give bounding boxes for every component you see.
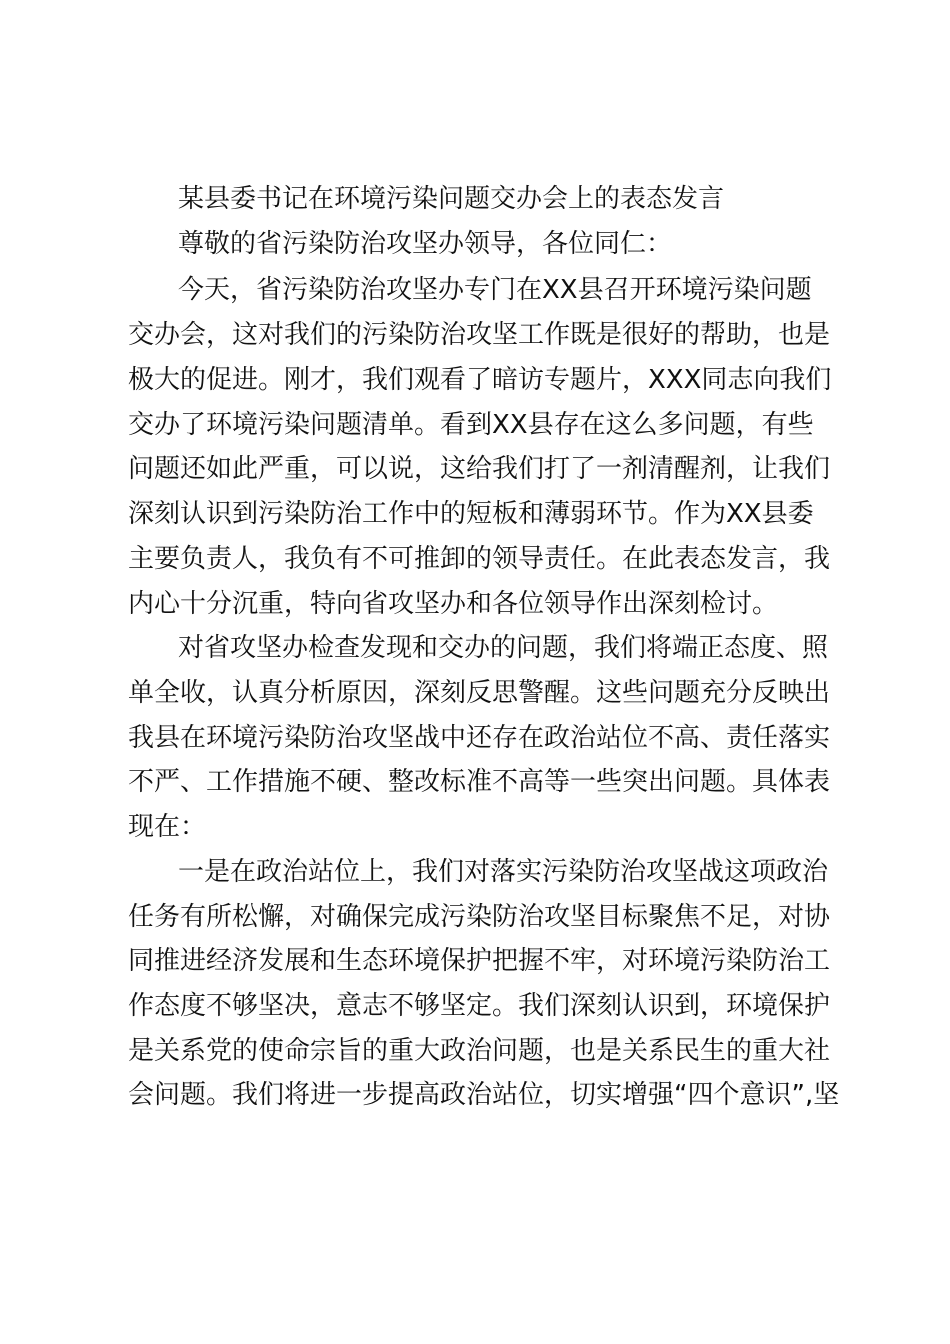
paragraph-1-line-2: 交办会，这对我们的污染防治攻坚工作既是很好的帮助，也是: [128, 320, 831, 350]
paragraph-3-line-2: 任务有所松懈，对确保完成污染防治攻坚目标聚焦不足，对协: [128, 902, 831, 932]
paragraph-1-line-8: 内心十分沉重，特向省攻坚办和各位领导作出深刻检讨。: [128, 589, 779, 619]
paragraph-1-line-4: 交办了环境污染问题清单。看到XX县存在这么多问题，有些: [128, 410, 814, 440]
paragraph-1-line-7: 主要负责人，我负有不可推卸的领导责任。在此表态发言，我: [128, 544, 831, 574]
document-title: 某县委书记在环境污染问题交办会上的表态发言: [178, 184, 725, 214]
paragraph-2-line-5: 现在：: [128, 812, 207, 842]
paragraph-1-line-1: 今天，省污染防治攻坚办专门在XX县召开环境污染问题: [178, 275, 812, 305]
paragraph-3-line-6: 会问题。我们将进一步提高政治站位，切实增强“四个意识”,坚: [128, 1080, 840, 1110]
paragraph-3-line-1: 一是在政治站位上，我们对落实污染防治攻坚战这项政治: [178, 857, 829, 887]
paragraph-2-line-3: 我县在环境污染防治攻坚战中还存在政治站位不高、责任落实: [128, 723, 831, 753]
salutation: 尊敬的省污染防治攻坚办领导，各位同仁：: [178, 229, 673, 259]
paragraph-2-line-2: 单全收，认真分析原因，深刻反思警醒。这些问题充分反映出: [128, 678, 831, 708]
paragraph-3-line-5: 是关系党的使命宗旨的重大政治问题，也是关系民生的重大社: [128, 1036, 831, 1066]
paragraph-3-line-4: 作态度不够坚决，意志不够坚定。我们深刻认识到，环境保护: [128, 991, 831, 1021]
paragraph-3-line-3: 同推进经济发展和生态环境保护把握不牢，对环境污染防治工: [128, 946, 831, 976]
paragraph-1-line-6: 深刻认识到污染防治工作中的短板和薄弱环节。作为XX县委: [128, 499, 814, 529]
paragraph-2-line-1: 对省攻坚办检查发现和交办的问题，我们将端正态度、照: [178, 633, 829, 663]
paragraph-1-line-5: 问题还如此严重，可以说，这给我们打了一剂清醒剂，让我们: [128, 454, 831, 484]
paragraph-2-line-4: 不严、工作措施不硬、整改标准不高等一些突出问题。具体表: [128, 767, 831, 797]
paragraph-1-line-3: 极大的促进。刚才，我们观看了暗访专题片，XXX同志向我们: [128, 365, 832, 395]
